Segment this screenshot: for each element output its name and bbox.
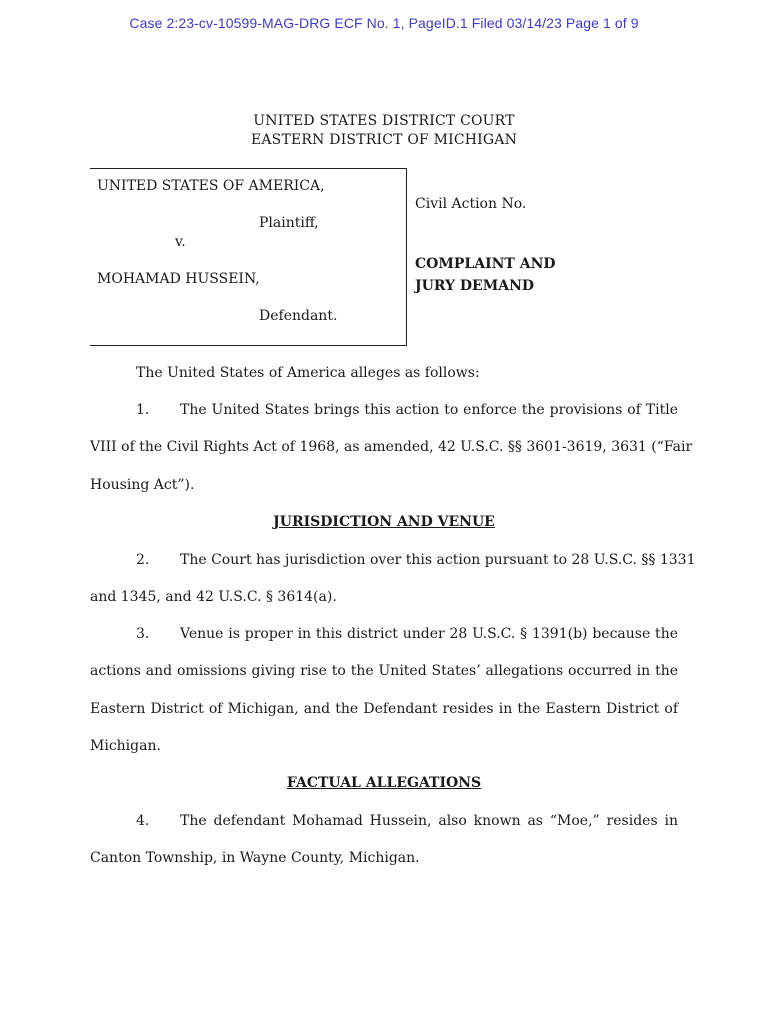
court-title [0,112,768,150]
court-name: UNITED STATES DISTRICT COURT [253,113,515,129]
paragraph-3-line2: actions and omissions giving rise to the United States’ allegations occurred in the [90,663,678,679]
paragraph-2-line2: and 1345, and 42 U.S.C. § 3614(a). [90,589,337,605]
defendant-role: Defendant. [259,308,338,324]
paragraph-text: The defendant Mohamad Hussein, also known as “Moe,” resides in [180,813,678,829]
paragraph-text: Venue is proper in this district under 28 U.S.C. § 1391(b) because the [180,626,678,642]
paragraph-3-line3: Eastern District of Michigan, and the Defendant resides in the Eastern District of [90,701,678,717]
paragraph-4-line1 [136,813,678,829]
paragraph-text: The Court has jurisdiction over this action pursuant to 28 U.S.C. §§ 1331 [180,552,696,568]
document-title-line2: JURY DEMAND [415,278,535,294]
civil-action-number: Civil Action No. [415,196,527,212]
document-title-line1: COMPLAINT AND [415,256,556,272]
heading-factual-allegations: FACTUAL ALLEGATIONS [286,775,482,791]
paragraph-1-line1 [136,402,678,418]
versus-label: v. [175,234,186,250]
plaintiff-name: UNITED STATES OF AMERICA, [97,178,325,194]
paragraph-text: The United States brings this action to enforce the provisions of Title [180,402,678,418]
paragraph-number: 3. [136,626,150,642]
defendant-name: MOHAMAD HUSSEIN, [97,271,260,287]
paragraph-3-line4: Michigan. [90,738,161,754]
court-district: EASTERN DISTRICT OF MICHIGAN [250,132,518,148]
paragraph-number: 4. [136,813,150,829]
paragraph-2-line1 [136,552,696,568]
case-caption-box [90,168,407,346]
paragraph-number: 1. [136,402,150,418]
paragraph-1-line2: VIII of the Civil Rights Act of 1968, as amended, 42 U.S.C. §§ 3601-3619, 3631 (“Fair [90,439,693,455]
paragraph-3-line1 [136,626,678,642]
paragraph-4-line2: Canton Township, in Wayne County, Michigan. [90,850,420,866]
paragraph-number: 2. [136,552,150,568]
ecf-filing-header: Case 2:23-cv-10599-MAG-DRG ECF No. 1, PageID.1 Filed 03/14/23 Page 1 of 9 [129,15,639,31]
heading-jurisdiction-venue: JURISDICTION AND VENUE [273,514,495,530]
plaintiff-role: Plaintiff, [259,215,319,231]
intro-text: The United States of America alleges as follows: [136,365,480,381]
paragraph-1-line3: Housing Act”). [90,477,195,493]
